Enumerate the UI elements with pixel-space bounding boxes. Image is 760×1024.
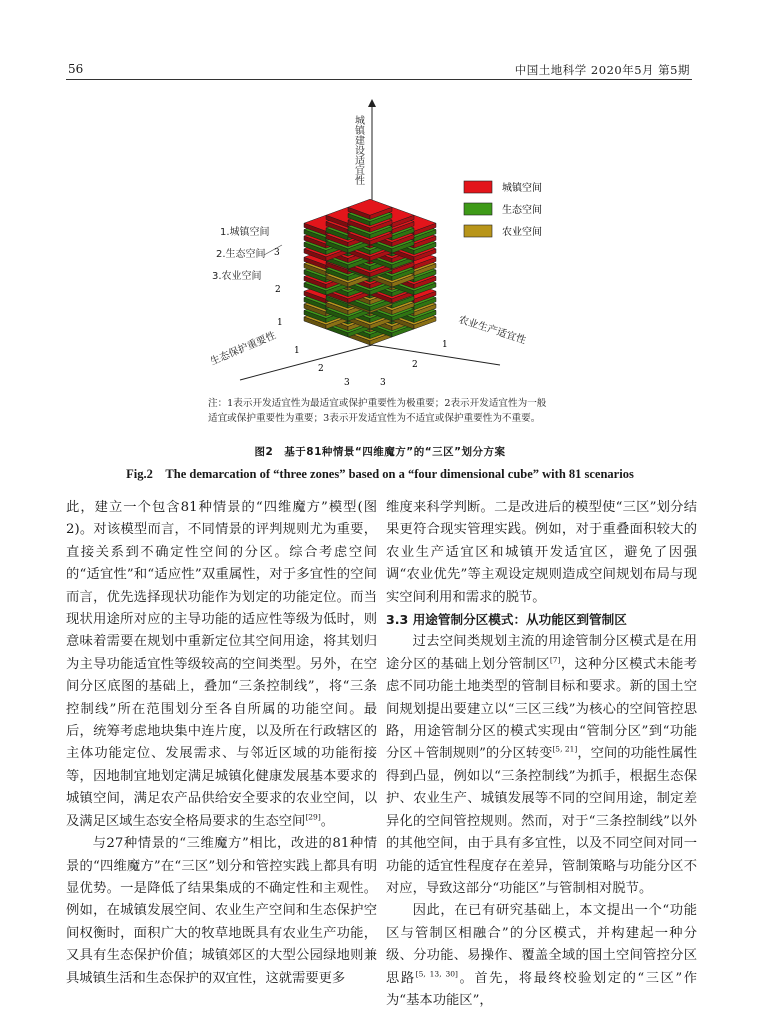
citation-7: [7]	[549, 655, 561, 665]
citation-5-21: [5, 21]	[552, 745, 578, 755]
layer-label-ecology: 2.生态空间	[216, 249, 266, 260]
legend-label-ecology: 生态空间	[502, 205, 542, 216]
left-axis-line	[240, 345, 372, 380]
left-tick-2: 2	[318, 364, 324, 374]
legend-label-urban: 城镇空间	[502, 183, 542, 194]
left-axis-label: 生态保护重要性	[208, 330, 278, 368]
figure-note: 注：1表示开发适宜性为最适宜或保护重要性为极重要；2表示开发适宜性为一般适宜或保护重要性为重要；3表示开发适宜性为不适宜或保护重要性为不重要。	[208, 398, 547, 424]
left-tick-1: 1	[294, 346, 300, 356]
layer-label-agriculture: 3.农业空间	[212, 271, 262, 282]
section-heading-3-3: 3.3 用途管制分区模式：从功能区到管制区	[386, 612, 627, 628]
header-rule	[66, 79, 692, 80]
vertical-tick-2: 2	[275, 285, 281, 295]
legend-label-agriculture: 农业空间	[502, 227, 542, 238]
right-axis-line	[372, 345, 500, 365]
legend-swatch-agriculture	[464, 225, 492, 237]
legend-swatch-ecology	[464, 203, 492, 215]
body-column-right	[386, 497, 697, 1012]
page-number: 56	[68, 62, 84, 76]
citation-29: [29]	[305, 812, 321, 822]
legend-swatch-urban	[464, 181, 492, 193]
vertical-tick-3: 3	[274, 248, 280, 258]
four-dimensional-cube-figure	[200, 95, 560, 393]
journal-info: 中国土地科学 2020年5月 第5期	[514, 63, 690, 77]
paragraph-right-2: 过去空间类规划主流的用途管制分区模式是在用途分区的基础上划分管制区[7]，这种分区模式未能考虑不同功能土地类型的管制目标和要求。新的国土空间规划提出要建立以“三区三线”为核心的空间管控思路，用途管制分区的模式实现由“管制分区”到“功能分区＋管制规则”的分区转变[5, 21]，空间的功能性属性得到凸显，例如以“三条控制线”为抓手，根据生态保护、农业生产、城镇发展等不同的空间用途，制定差异化的空间管控规则。然而，对于“三条控制线”以外的其他空间，由于具有多宜性，以及不同空间对同一功能的适宜性程度存在差异，管制策略与功能分区不对应，导致这部分“功能区”与管制相对脱节。	[386, 634, 698, 896]
figure-caption-cn: 图2 基于81种情景“四维魔方”的“三区”划分方案	[254, 446, 506, 458]
paragraph-left-1: 此，建立一个包含81种情景的“四维魔方”模型(图2)。对该模型而言，不同情景的评判规则尤为重要，直接关系到不确定性空间的分区。综合考虑空间的“适宜性”和“适应性”双重属性，对于多宜性的空间而言，优先选择现状功能作为划定的功能定位。而当现状用途所对应的主导功能的适应性等级为低时，则意味着需要在规划中重新定位其空间用途，将其划归为主导功能适宜性等级较高的空间类型。另外，在空间分区底图的基础上，叠加“三条控制线”，将“三条控制线”所在范围划分至各自所属的功能空间。最后，统筹考虑地块集中连片度，以及所在行政辖区的主体功能定位、发展需求、与邻近区域的功能衔接等，因地制宜地划定满足城镇化健康发展基本要求的城镇空间，满足农产品供给安全要求的农业空间，以及满足区域生态安全格局要求的生态空间[29]。	[66, 500, 377, 829]
layer-label-urban: 1.城镇空间	[220, 227, 270, 238]
right-tick-1: 1	[442, 340, 448, 350]
vertical-tick-1: 1	[277, 318, 283, 328]
left-tick-3: 3	[344, 378, 350, 388]
right-tick-3: 3	[380, 378, 386, 388]
figure-caption-en: Fig.2 The demarcation of “three zones” based on a “four dimensional cube” with 81 scenarios	[126, 467, 634, 481]
legend	[464, 181, 542, 238]
cube-cells	[304, 199, 436, 345]
paragraph-right-1: 维度来科学判断。二是改进后的模型使“三区”划分结果更符合现实管理实践。例如，对于重叠面积较大的农业生产适宜区和城镇开发适宜区，避免了因强调“农业优先”等主观设定规则造成空间规划布局与现实空间利用和需求的脱节。	[386, 500, 697, 605]
citation-5-13-30: [5, 13, 30]	[415, 969, 458, 979]
right-tick-2: 2	[412, 360, 418, 370]
vertical-axis-label: 城镇建设适宜性	[352, 115, 364, 185]
right-axis-label: 农业生产适宜性	[457, 314, 528, 347]
body-column-left	[66, 497, 377, 990]
paragraph-left-2: 与27种情景的“三维魔方”相比，改进的81种情景的“四维魔方”在“三区”划分和管控实践上都具有明显优势。一是降低了结果集成的不确定性和主观性。例如，在城镇发展空间、农业生产空间和生态保护空间权衡时，面积广大的牧草地既具有农业生产功能，又具有生态保护价值；城镇郊区的大型公园绿地则兼具城镇生活和生态保护的双宜性，这就需要更多	[66, 836, 377, 986]
paragraph-right-3: 因此，在已有研究基础上，本文提出一个“功能区与管制区相融合”的分区模式，并构建起一种分级、分功能、易操作、覆盖全域的国土空间管控分区思路[5, 13, 30]。首先，将最终校验划定的“三区”作为“基本功能区”，	[386, 903, 697, 1008]
